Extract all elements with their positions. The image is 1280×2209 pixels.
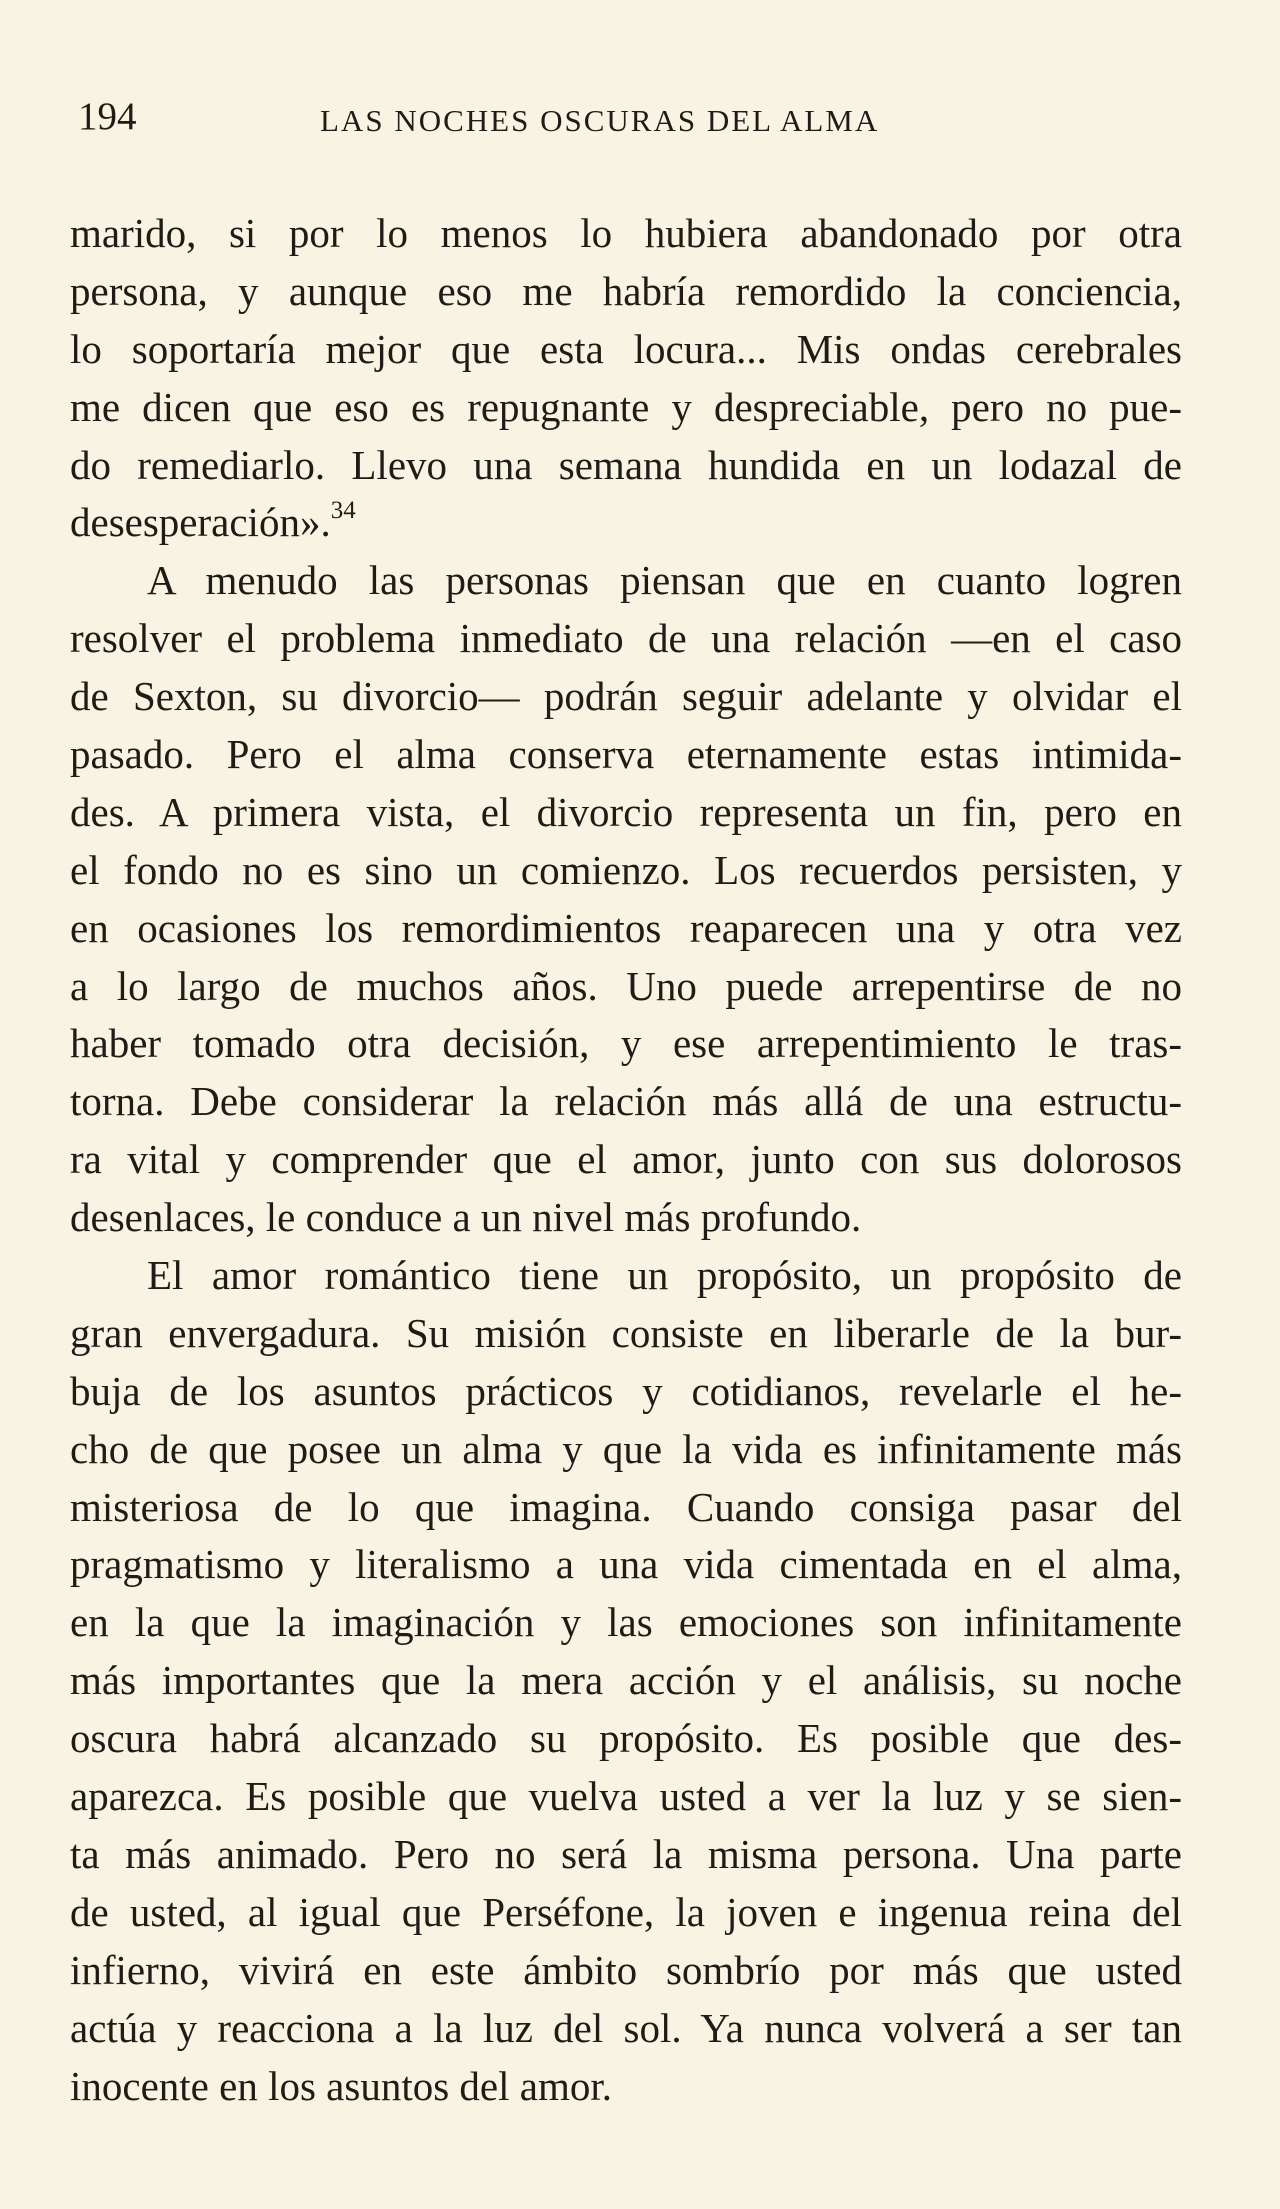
- text-line: me dicen que eso es repugnante y despreciable, pero no pue-: [70, 383, 1182, 430]
- text-line: desenlaces, le conduce a un nivel más profundo.: [70, 1194, 862, 1241]
- body-text: [70, 205, 1182, 2115]
- text-line: el fondo no es sino un comienzo. Los recuerdos persisten, y: [70, 846, 1182, 893]
- text-line: a lo largo de muchos años. Uno puede arrepentirse de no: [70, 962, 1182, 1009]
- running-title: LAS NOCHES OSCURAS DEL ALMA: [320, 103, 880, 138]
- text-line: A menudo las personas piensan que en cuanto logren: [147, 557, 1182, 604]
- text-line: persona, y aunque eso me habría remordido la conciencia,: [70, 267, 1182, 314]
- footnote-ref: 34: [330, 496, 356, 524]
- page-number: 194: [78, 95, 137, 138]
- text-line: cho de que posee un alma y que la vida es infinitamente más: [70, 1425, 1182, 1472]
- text-line: más importantes que la mera acción y el análisis, su noche: [70, 1657, 1182, 1704]
- text-line: do remediarlo. Llevo una semana hundida en un lodazal de: [70, 441, 1182, 488]
- text-line: infierno, vivirá en este ámbito sombrío por más que usted: [70, 1946, 1182, 1993]
- text-line: lo soportaría mejor que esta locura... Mis ondas cerebrales: [70, 325, 1182, 372]
- text-line: en ocasiones los remordimientos reaparecen una y otra vez: [70, 904, 1182, 951]
- text-line: inocente en los asuntos del amor.: [70, 2062, 612, 2109]
- text-line: [70, 494, 1182, 552]
- text-line: torna. Debe considerar la relación más allá de una estructu-: [70, 1078, 1182, 1125]
- text-line: misteriosa de lo que imagina. Cuando consiga pasar del: [70, 1483, 1182, 1530]
- text-line: resolver el problema inmediato de una relación —en el caso: [70, 615, 1182, 662]
- text-line: de Sexton, su divorcio— podrán seguir adelante y olvidar el: [70, 673, 1182, 720]
- text-line: marido, si por lo menos lo hubiera abandonado por otra: [70, 210, 1182, 256]
- text-line: ta más animado. Pero no será la misma persona. Una parte: [70, 1830, 1182, 1877]
- text-fragment: desesperación».: [70, 499, 331, 546]
- running-head: [78, 92, 1183, 142]
- text-line: buja de los asuntos prácticos y cotidianos, revelarle el he-: [70, 1367, 1182, 1414]
- text-line: aparezca. Es posible que vuelva usted a ver la luz y se sien-: [70, 1773, 1182, 1820]
- text-line: des. A primera vista, el divorcio representa un fin, pero en: [70, 788, 1182, 835]
- text-line: gran envergadura. Su misión consiste en liberarle de la bur-: [70, 1309, 1182, 1356]
- text-line: El amor romántico tiene un propósito, un propósito de: [147, 1252, 1182, 1299]
- text-line: oscura habrá alcanzado su propósito. Es posible que des-: [70, 1715, 1182, 1762]
- text-line: de usted, al igual que Perséfone, la joven e ingenua reina del: [70, 1888, 1182, 1935]
- text-line: actúa y reacciona a la luz del sol. Ya nunca volverá a ser tan: [70, 2004, 1182, 2051]
- text-line: en la que la imaginación y las emociones son infinitamente: [70, 1599, 1182, 1646]
- text-line: pasado. Pero el alma conserva eternamente estas intimida-: [70, 731, 1182, 778]
- text-line: haber tomado otra decisión, y ese arrepentimiento le tras-: [70, 1020, 1182, 1067]
- text-line: ra vital y comprender que el amor, junto con sus dolorosos: [70, 1136, 1182, 1183]
- text-line: pragmatismo y literalismo a una vida cimentada en el alma,: [70, 1541, 1182, 1588]
